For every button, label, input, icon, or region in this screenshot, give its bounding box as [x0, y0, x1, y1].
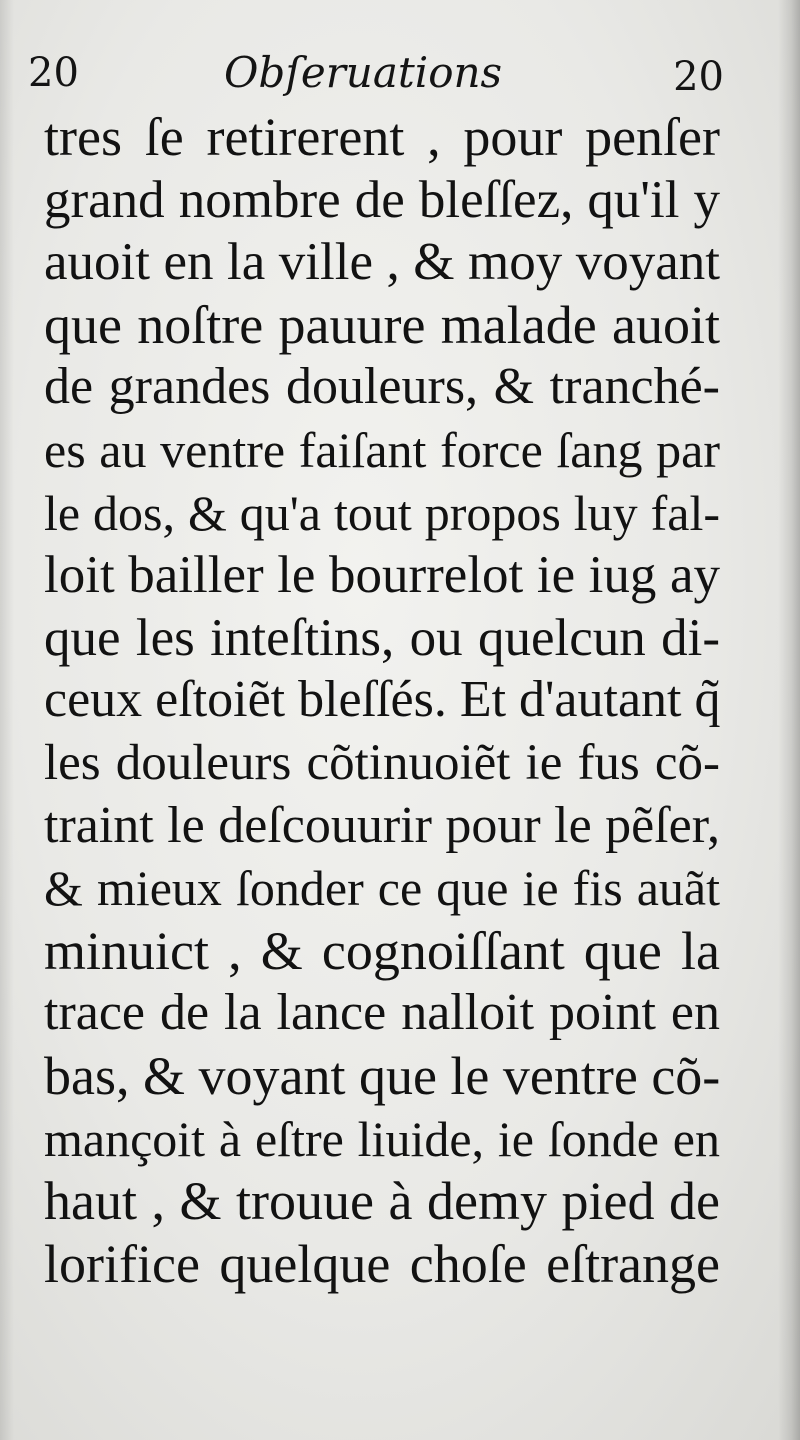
text-line: & mieux ſonder ce que ie fis auãt [44, 860, 720, 917]
page-number-right: 20 [673, 54, 724, 100]
text-line: lorifice quelque choſe eſtrange [44, 1233, 720, 1294]
text-line: mançoit à eſtre liuide, ie ſonde en [44, 1110, 720, 1167]
running-title: Obſeruations [224, 48, 503, 97]
text-line: trace de la lance nalloit point en [44, 984, 720, 1042]
text-line: es au ventre faiſant force ſang par [44, 421, 720, 478]
text-line: de grandes douleurs, & tranché- [44, 358, 720, 416]
page-number-left: 20 [28, 50, 79, 96]
text-line: traint le deſcouurir pour le pẽſer, [44, 796, 720, 854]
text-line: ceux eſtoiẽt bleſſés. Et d'autant q̃ [44, 671, 721, 729]
page-header [28, 42, 724, 102]
text-line: loit bailler le bourrelot ie iug ay [44, 546, 720, 605]
text-line: le dos, & qu'a tout propos luy fal- [44, 484, 720, 541]
text-line: grand nombre de bleſſez, qu'il y [44, 170, 720, 229]
text-line: minuict , & cognoiſſant que la [44, 920, 720, 981]
page-left-shadow [0, 0, 14, 1440]
text-line: que les inteſtins, ou quelcun di- [44, 608, 720, 667]
text-line: les douleurs cõtinuoiẽt ie fus cõ- [44, 734, 720, 791]
page-right-shadow [778, 0, 800, 1440]
text-line: que noſtre pauure malade auoit [44, 294, 720, 355]
text-line: bas, & voyant que le ventre cõ- [44, 1045, 721, 1106]
text-line: auoit en la ville , & moy voyant [44, 233, 720, 292]
body-text [44, 106, 720, 1295]
text-line: tres ſe retirerent , pour penſer [44, 107, 720, 167]
text-line: haut , & trouue à demy pied de [44, 1171, 720, 1232]
